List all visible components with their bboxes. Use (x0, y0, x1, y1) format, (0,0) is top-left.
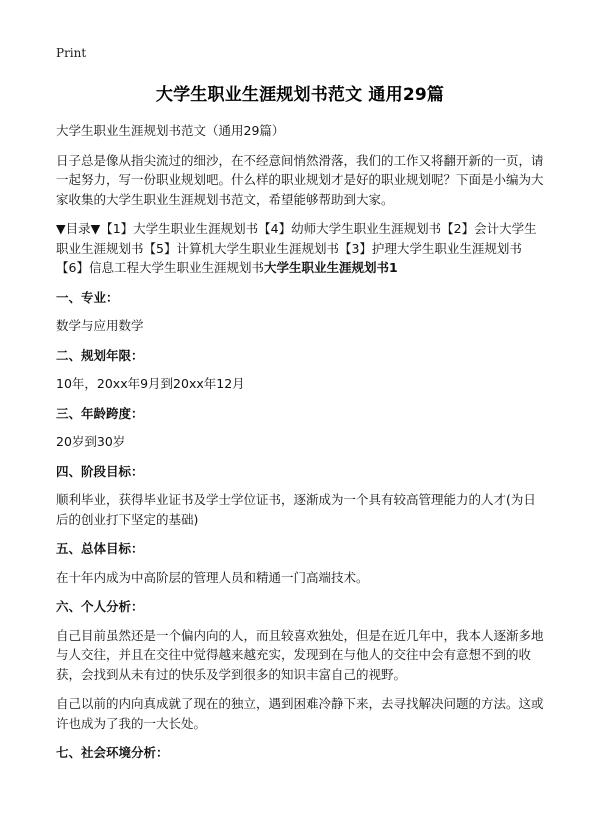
section-text-period: 10年，20xx年9月到20xx年12月 (56, 376, 245, 391)
section-heading-overall-goal: 五、总体目标： (56, 541, 144, 556)
section-text-stage-goal: 顺利毕业，获得毕业证书及学士学位证书，逐渐成为一个具有较高管理能力的人才(为日后的创业打下坚定的基础) (56, 492, 536, 527)
document-body (56, 121, 548, 772)
print-label: Print (56, 46, 87, 60)
intro-paragraph: 日子总是像从指尖流过的细沙，在不经意间悄然滑落，我们的工作又将翻开新的一页，请一起努力，写一份职业规划吧。什么样的职业规划才是好的职业规划呢？下面是小编为大家收集的大学生职业生涯规划书范文，希望能够帮助到大家。 (56, 152, 544, 207)
section-text-personal-analysis-2: 自己以前的内向真成就了现在的独立，遇到困难冷静下来，去寻找解决问题的方法。这或许也成为了我的一大长处。 (56, 696, 544, 731)
section-text-major: 数学与应用数学 (56, 318, 144, 333)
section-heading-major: 一、专业： (56, 289, 119, 305)
section-heading-age: 三、年龄跨度： (56, 405, 144, 421)
section-text-personal-analysis-1: 自己目前虽然还是一个偏内向的人，而且较喜欢独处，但是在近几年中，我本人逐渐多地与人交往，并且在交往中觉得越来越充实，发现到在与他人的交往中会有意想不到的收获，会找到从未有过的快乐及学到很多的知识丰富自己的视野。 (56, 627, 544, 682)
section-heading-period: 二、规划年限： (56, 347, 144, 363)
section-text-age: 20岁到30岁 (56, 434, 126, 449)
section-heading-personal-analysis: 六、个人分析： (56, 599, 144, 614)
toc-section-heading: 大学生职业生涯规划书1 (263, 260, 398, 275)
section-heading-stage-goal: 四、阶段目标： (56, 463, 144, 479)
section-heading-social-analysis: 七、社会环境分析： (56, 745, 169, 760)
section-text-overall-goal: 在十年内成为中高阶层的管理人员和精通一门高端技术。 (56, 569, 369, 585)
document-subtitle: 大学生职业生涯规划书范文（通用29篇） (56, 123, 285, 138)
table-of-contents (56, 219, 548, 278)
toc-text: ▼目录▼【1】大学生职业生涯规划书【4】幼师大学生职业生涯规划书【2】会计大学生职业生涯规划书【5】计算机大学生职业生涯规划书【3】护理大学生职业生涯规划书【6】信息工程大学生职业生涯规划书 (56, 221, 537, 275)
page-title: 大学生职业生涯规划书范文 通用29篇 (155, 85, 445, 105)
